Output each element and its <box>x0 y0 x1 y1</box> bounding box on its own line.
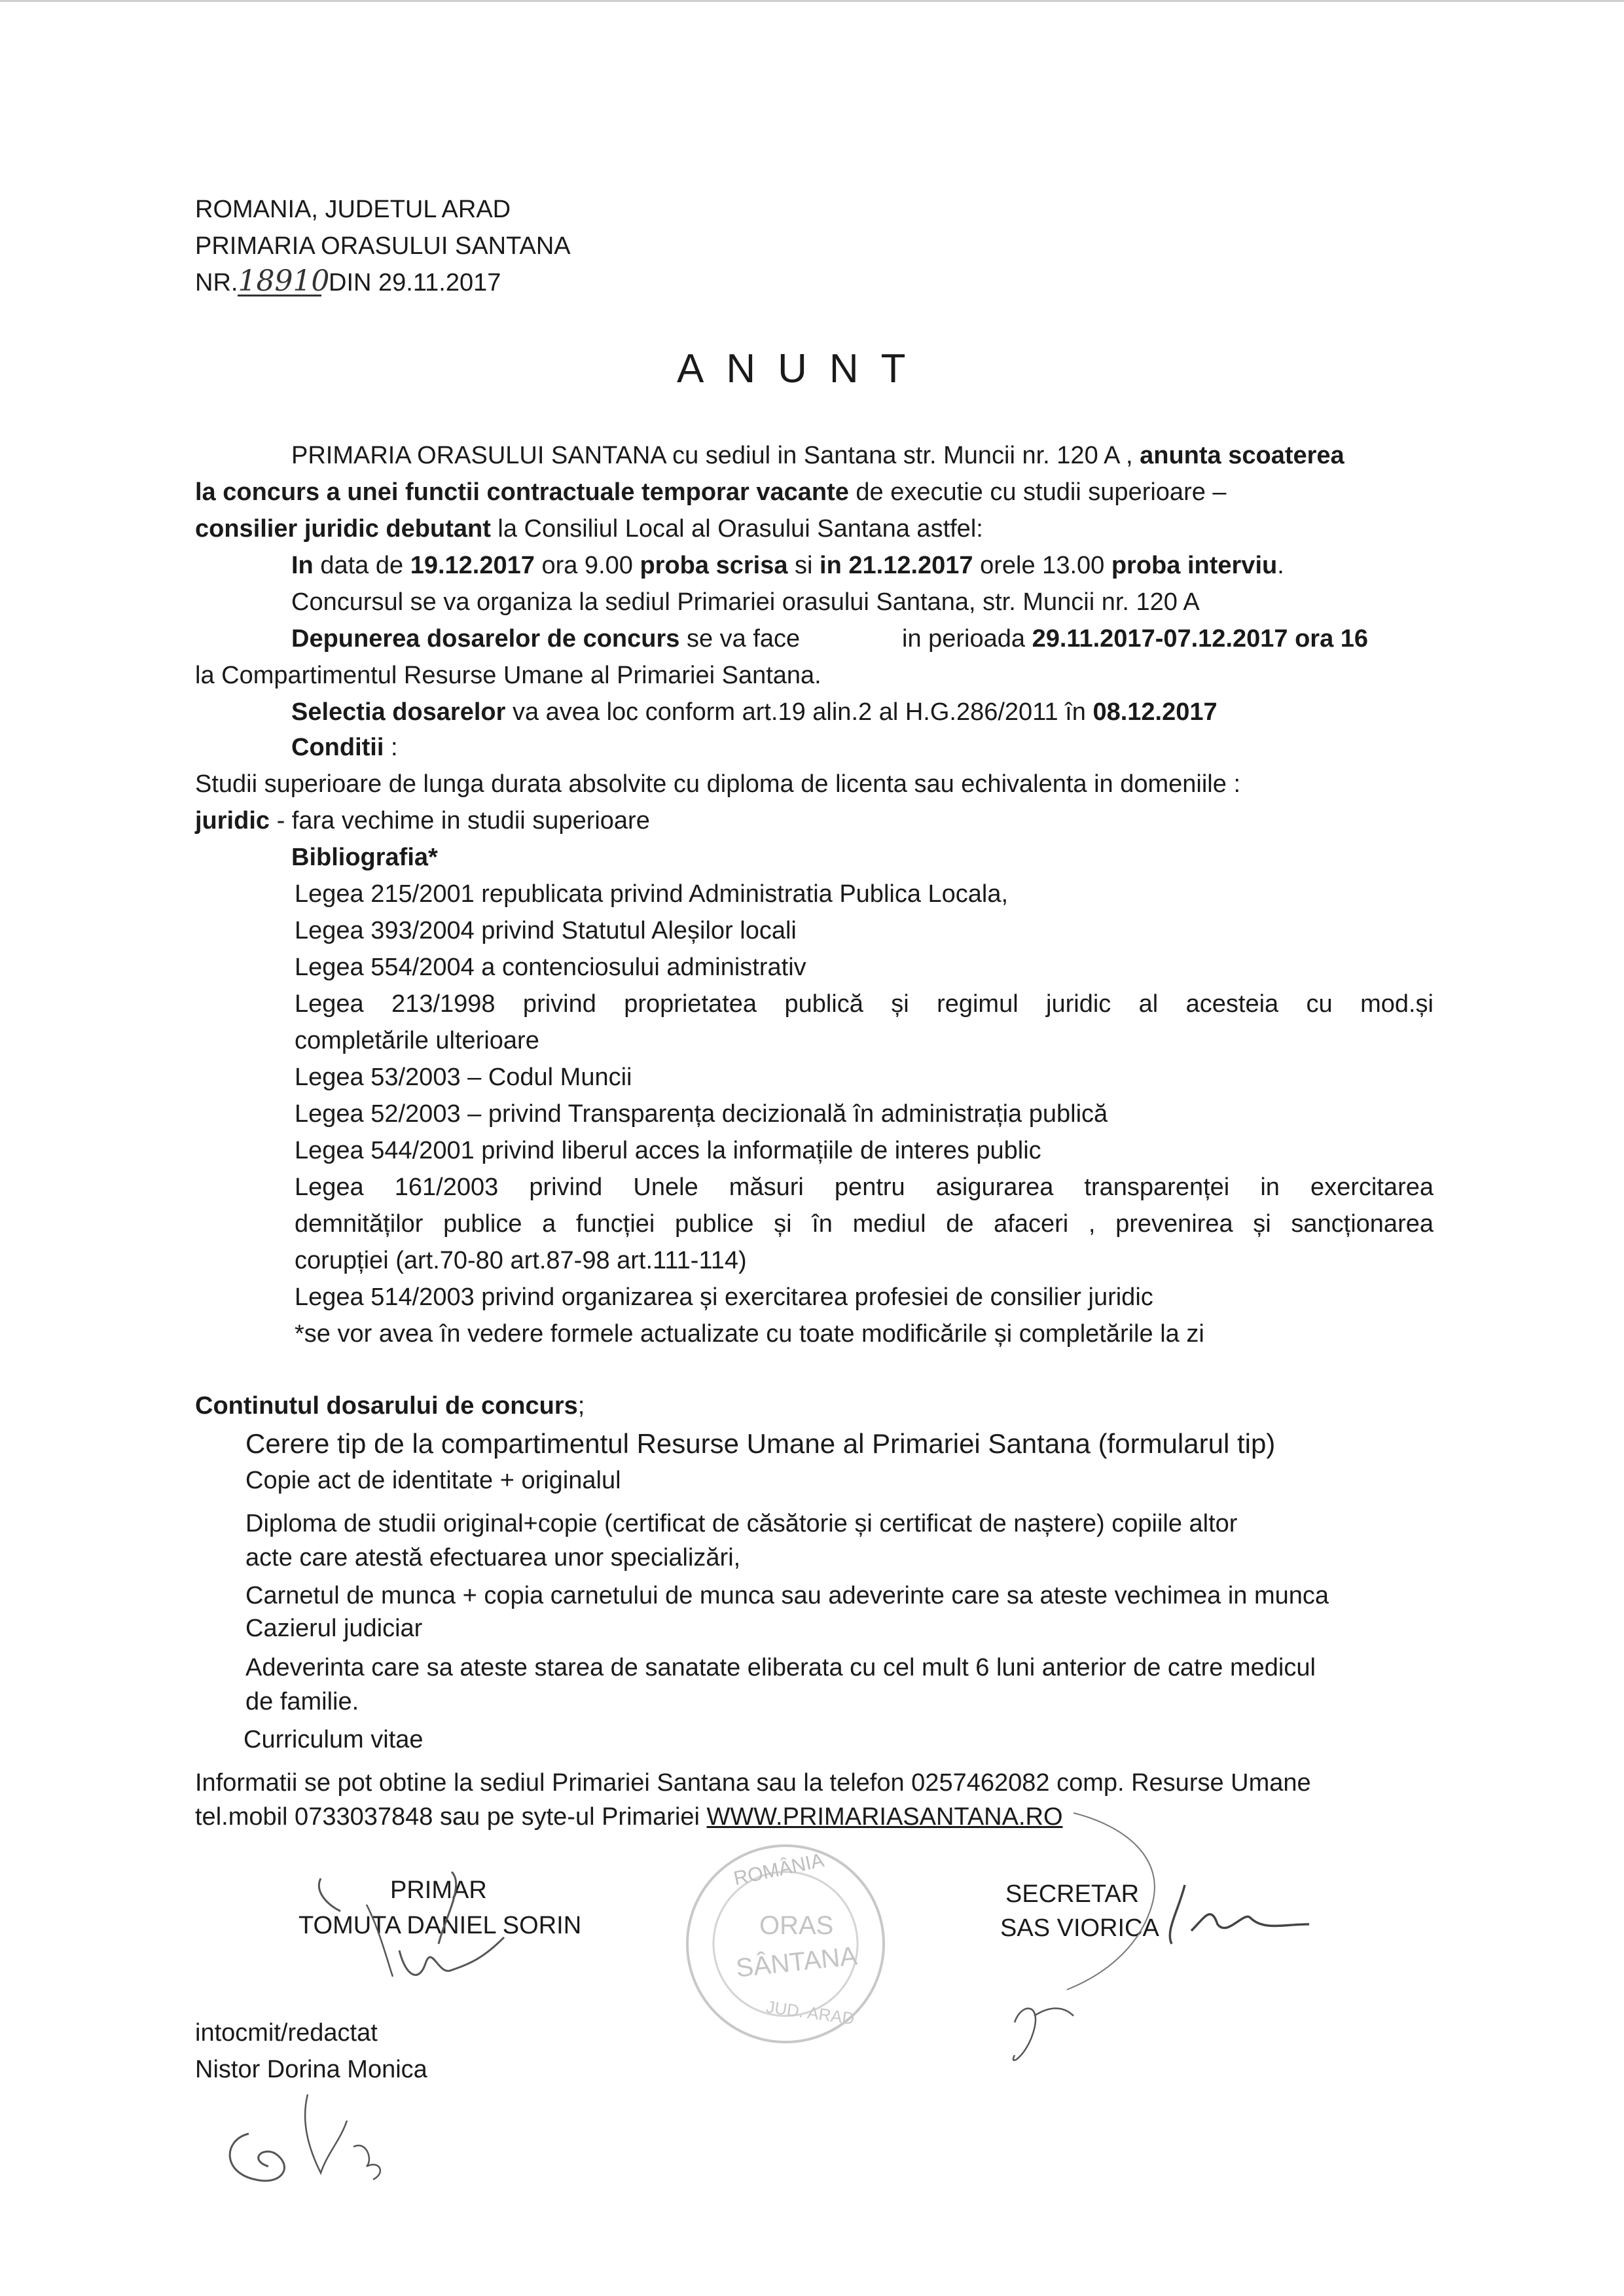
file-item: Carnetul de munca + copia carnetului de munca sau adeverinte care sa ateste vechimea in munca <box>245 1582 1329 1609</box>
bibliography-heading: Bibliografia* <box>291 844 438 871</box>
selection-date: 08.12.2017 <box>1092 698 1218 726</box>
header-number <box>195 264 501 298</box>
conditions-juridic: juridic <box>195 807 270 834</box>
file-item: Cazierul judiciar <box>245 1615 423 1642</box>
stamp-top-text: ROMÂNIA <box>731 1849 826 1890</box>
document-title: ANUNT <box>677 346 928 391</box>
conditions-colon: : <box>384 734 398 761</box>
bibliography-item: Legea 544/2001 privind liberul acces la informațiile de interes public <box>295 1137 1041 1164</box>
intro-text: PRIMARIA ORASULUI SANTANA cu sediul in Santana str. Muncii nr. 120 A , <box>291 442 1133 469</box>
schedule-line <box>291 550 1284 581</box>
bibliography-item: Legea 161/2003 privind Unele măsuri pentru asigurarea transparenței in exercitarea <box>295 1174 1434 1201</box>
file-item: de familie. <box>245 1688 359 1715</box>
submission-period: 29.11.2017-07.12.2017 ora 16 <box>1032 625 1369 653</box>
conditions-juridic-line <box>195 805 650 836</box>
file-item: Diploma de studii original+copie (certificat de căsătorie și certificat de naștere) copiile altor <box>245 1510 1238 1537</box>
intro-announce: anunta scoaterea <box>1140 442 1344 469</box>
stamp-mid-text-1: ORAS <box>759 1911 834 1940</box>
exam-location: Concursul se va organiza la sediul Primariei orasului Santana, str. Muncii nr. 120 A <box>291 588 1200 616</box>
contact-mobile-line <box>195 1801 1063 1833</box>
file-item: acte care atestă efectuarea unor specializări, <box>245 1544 741 1571</box>
intro-function: la concurs a unei functii contractuale temporar vacante <box>195 478 849 506</box>
stamp-bottom-text: JUD. ARAD <box>765 1996 856 2029</box>
interview-time: orele 13.00 <box>980 552 1105 579</box>
schedule-in: In <box>291 552 314 579</box>
file-contents-heading: Continutul dosarului de concurs <box>195 1392 578 1420</box>
secretary-name: SAS VIORICA <box>1000 1914 1159 1942</box>
bibliography-item: Legea 393/2004 privind Statutul Aleșilor locali <box>295 917 797 944</box>
bibliography-item: Legea 554/2004 a contenciosului administrativ <box>295 954 806 981</box>
secretary-signature <box>969 1806 1335 2081</box>
selection-line <box>291 696 1218 728</box>
submission-line <box>291 623 800 655</box>
intro-execution: de executie cu studii superioare – <box>856 478 1227 506</box>
scan-edge <box>0 0 1624 2</box>
submission-period-line <box>902 623 1368 655</box>
file-item: Adeverinta care sa ateste starea de sanatate eliberata cu cel mult 6 luni anterior de catre medicul <box>245 1654 1316 1681</box>
file-contents-heading-line <box>195 1390 585 1422</box>
bibliography-item: corupției (art.70-80 art.87-98 art.111-114) <box>295 1247 747 1274</box>
header-country: ROMANIA, JUDETUL ARAD <box>195 196 511 223</box>
intro-council: la Consiliul Local al Orasului Santana astfel: <box>497 515 983 543</box>
schedule-data-de: data de <box>320 552 404 579</box>
selection-label: Selectia dosarelor <box>291 698 506 726</box>
written-exam-label: proba scrisa <box>640 552 788 579</box>
nr-date: DIN 29.11.2017 <box>329 269 501 296</box>
bibliography-item: Legea 514/2003 privind organizarea și exercitarea profesiei de consilier juridic <box>295 1283 1153 1311</box>
submission-in: in perioada <box>902 625 1026 653</box>
file-item-request: Cerere tip de la compartimentul Resurse Umane al Primariei Santana (formularul tip) <box>245 1428 1276 1459</box>
bibliography-note: *se vor avea în vedere formele actualizate cu toate modificările și completările la zi <box>295 1320 1204 1348</box>
bibliography-item: Legea 53/2003 – Codul Muncii <box>295 1064 632 1091</box>
preparer-signature <box>209 2081 419 2199</box>
secretary-title: SECRETAR <box>1005 1880 1140 1908</box>
mayor-title: PRIMAR <box>390 1876 487 1904</box>
stamp-mid-text-2: SÂNTANA <box>734 1941 859 1983</box>
intro-line-3 <box>195 513 983 545</box>
nr-handwritten: 18910 <box>238 264 330 298</box>
website-link[interactable]: WWW.PRIMARIASANTANA.RO <box>706 1803 1063 1831</box>
intro-line-1 <box>291 440 1344 471</box>
file-item: Curriculum vitae <box>244 1726 424 1753</box>
intro-position: consilier juridic debutant <box>195 515 491 543</box>
contact-info: Informatii se pot obtine la sediul Primariei Santana sau la telefon 0257462082 comp. Resurse Umane <box>195 1769 1311 1797</box>
submission-mid: se va face <box>686 625 801 653</box>
conditions-heading: Conditii <box>291 734 384 761</box>
interview-date: in 21.12.2017 <box>820 552 973 579</box>
conditions-heading-line <box>291 732 398 763</box>
contact-mobile: tel.mobil 0733037848 sau pe syte-ul Primariei <box>195 1803 700 1831</box>
bibliography-item: Legea 215/2001 republicata privind Administratia Publica Locala, <box>295 880 1009 908</box>
schedule-si: si <box>795 552 813 579</box>
selection-mid: va avea loc conform art.19 alin.2 al H.G.286/2011 în <box>512 698 1086 726</box>
prepared-by-name: Nistor Dorina Monica <box>195 2056 427 2083</box>
header-institution: PRIMARIA ORASULUI SANTANA <box>195 232 571 260</box>
file-contents-semicolon: ; <box>577 1392 585 1420</box>
written-exam-time: ora 9.00 <box>541 552 633 579</box>
submission-label: Depunerea dosarelor de concurs <box>291 625 680 653</box>
file-item: Copie act de identitate + originalul <box>245 1467 621 1494</box>
bibliography-item: Legea 52/2003 – privind Transparența decizională în administrația publică <box>295 1100 1108 1128</box>
schedule-dot: . <box>1277 552 1284 579</box>
conditions-experience: - fara vechime in studii superioare <box>270 807 650 834</box>
conditions-studies: Studii superioare de lunga durata absolvite cu diploma de licenta sau echivalenta in domeniile : <box>195 770 1241 798</box>
mayor-signature <box>288 1865 576 1996</box>
submission-where: la Compartimentul Resurse Umane al Primariei Santana. <box>195 662 821 689</box>
mayor-name: TOMUTA DANIEL SORIN <box>298 1912 582 1939</box>
bibliography-item: completările ulterioare <box>295 1027 539 1054</box>
interview-label: proba interviu <box>1111 552 1278 579</box>
intro-line-2 <box>195 476 1227 508</box>
nr-prefix: NR. <box>195 269 238 296</box>
bibliography-item: Legea 213/1998 privind proprietatea publică și regimul juridic al acesteia cu mod.și <box>295 990 1434 1018</box>
written-exam-date: 19.12.2017 <box>410 552 535 579</box>
bibliography-item: demnităților publice a funcției publice și în mediul de afaceri , prevenirea și sancționarea <box>295 1210 1434 1238</box>
prepared-by-label: intocmit/redactat <box>195 2019 378 2047</box>
